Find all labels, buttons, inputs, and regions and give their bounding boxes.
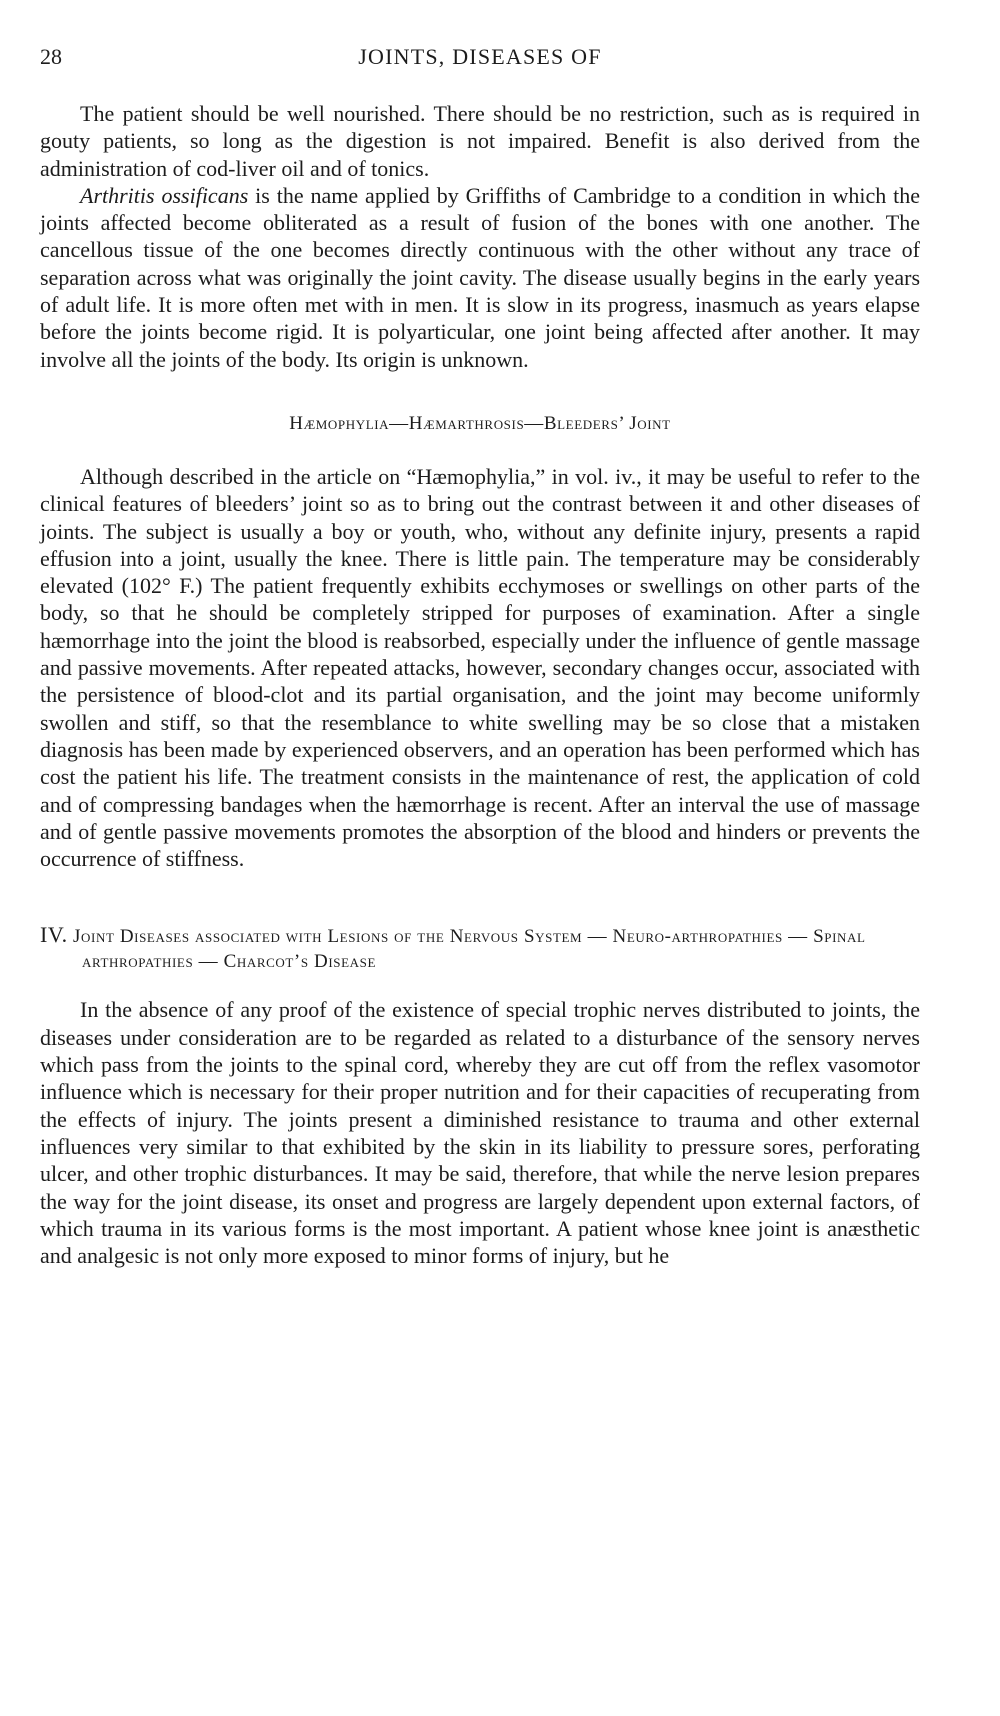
term-arthritis-ossificans: Arthritis ossificans [80, 182, 249, 208]
paragraph-bleeders-joint: Although described in the article on “Hæmophylia,” in vol. iv., it may be useful to refer to the clinical features of bleeders’ joint so as to bring out the contrast between it and other diseases of joints. The subject is usually a boy or youth, who, without any definite injury, presents a rapid effusion into a joint, usually the knee. There is little pain. The temperature may be considerably elevated (102° F.) The patient frequently exhibits ecchymoses or swellings on other parts of the body, so that he should be completely stripped for purposes of examination. After a single hæmorrhage into the joint the blood is reabsorbed, especially under the influence of gentle massage and passive movements. After repeated attacks, however, secondary changes occur, associated with the persistence of blood-clot and its partial organisation, and the joint may become uniformly swollen and stiff, so that the resemblance to white swelling may be so close that a mistaken diagnosis has been made by experienced observers, and an operation has been performed which has cost the patient his life. The treatment consists in the maintenance of rest, the application of cold and of compressing bandages when the hæmorrhage is recent. After an interval the use of massage and of gentle passive movements promotes the absorption of the blood and hinders or prevents the occurrence of stiffness. [40, 463, 920, 872]
section-heading-haemophylia-text: Hæmophylia—Hæmarthrosis—Bleeders’ Joint [289, 412, 671, 434]
page-body [40, 100, 920, 1269]
section-heading-line-2: — Neuro-arthropathies — Spinal arthropathies — Charcot’s Disease [82, 926, 866, 973]
section-numeral: IV. [40, 922, 68, 948]
section-heading-neuro-arthropathies [40, 922, 920, 974]
section-heading-haemophylia [40, 413, 920, 435]
paragraph-arthritis-ossificans-text: is the name applied by Griffiths of Cambridge to a condition in which the joints affected become obliterated as a result of fusion of the bones with one another. The cancellous tissue of the one becomes directly continuous with the other without any trace of separation across what was originally the joint cavity. The disease usually begins in the early years of adult life. It is more often met with in men. It is slow in its progress, inasmuch as years elapse before the joints become rigid. It is polyarticular, one joint being affected after another. It may involve all the joints of the body. Its origin is unknown. [40, 182, 920, 372]
section-heading-line-1: Joint Diseases associated with Lesions of the Nervous System [73, 926, 583, 948]
page-number: 28 [40, 44, 62, 69]
paragraph-arthritis-ossificans [40, 182, 920, 373]
running-header [40, 44, 920, 78]
running-title: JOINTS, DISEASES OF [358, 44, 602, 69]
paragraph-trophic-nerves: In the absence of any proof of the existence of special trophic nerves distributed to joints, the diseases under consideration are to be regarded as related to a disturbance of the sensory nerves which pass from the joints to the spinal cord, whereby they are cut off from the reflex vasomotor influence which is necessary for their proper nutrition and for their capacities of recuperating from the effects of injury. The joints present a diminished resistance to trauma and other external influences very similar to that exhibited by the skin in its liability to pressure sores, perforating ulcer, and other trophic disturbances. It may be said, therefore, that while the nerve lesion prepares the way for the joint disease, its onset and progress are largely dependent upon external factors, of which trauma in its various forms is the most important. A patient whose knee joint is anæsthetic and analgesic is not only more exposed to minor forms of injury, but he [40, 997, 920, 1269]
paragraph-nourishment: The patient should be well nourished. There should be no restriction, such as is required in gouty patients, so long as the digestion is not impaired. Benefit is also derived from the administration of cod-liver oil and of tonics. [40, 101, 920, 181]
